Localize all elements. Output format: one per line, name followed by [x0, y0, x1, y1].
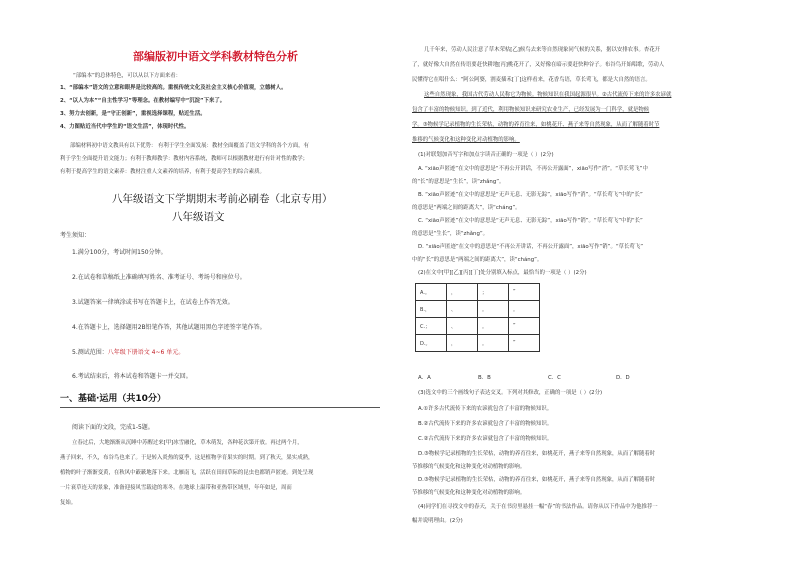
q2-option-c: C．C — [548, 375, 561, 381]
table-cell: B.， — [416, 301, 447, 318]
notice-label: 考生须知： — [60, 232, 91, 239]
notice-5-prefix: 5.测试范围： — [72, 349, 108, 356]
table-cell: ” — [509, 335, 540, 352]
point-1: 1、“部编本”语文的立意和眼界是比较高的。重视传统文化及社会主义核心价值观，立德树人。 — [60, 85, 287, 91]
advantage-line-3: 有利于提高学生的语文素养：教材注重人文素养的培养，有利于提高学生的综合素质。 — [60, 169, 265, 175]
table-row — [416, 301, 540, 318]
table-cell: ； — [478, 284, 509, 301]
table-cell: 、 — [447, 318, 478, 335]
advantage-line-2: 利于学生全面提升语文能力；有利于教师教学：教材内容系统，教师可以根据教材进行有针对性的教学； — [60, 156, 308, 162]
point-2: 2、“以人为本”“自主性学习”等理念。在教材编写中“沉淀”下来了。 — [60, 98, 226, 104]
notice-5 — [72, 349, 184, 356]
exam-title: 八年级语文下学期期末考前必刷卷（北京专用） — [112, 193, 333, 205]
reading-line-3: 植物的叶子渐渐变黄，在秋风中簌簌地落下来。北雁南飞，活跃在田间草际的昆虫也都销声匿迹。到处呈现 — [60, 470, 314, 476]
table-cell: 、 — [447, 301, 478, 318]
table-cell: C.； — [416, 318, 447, 335]
q1-option-b-2: 的意思是“两端之间的距离大”，读“cháng”。 — [412, 205, 521, 211]
intro-text: “部编本”的总体特色，可以从以下方面来看： — [73, 73, 182, 79]
q3-option-b: B.②古代流传下来的许多农谚就包含了丰富的物候知识。 — [418, 421, 553, 427]
section-1-heading: 一、基础·运用（共10分） — [60, 394, 166, 404]
table-cell: 。 — [478, 335, 509, 352]
punctuation-table — [415, 283, 540, 352]
table-row — [416, 318, 540, 335]
q1-option-c-1: C. “xiāo声匿迹”在文中的意思是“无声无息、无影无踪”，xiāo写作“销”。“草长莺飞”中的“长” — [418, 218, 643, 224]
reading-intro: 阅读下面的文段，完成1-5题。 — [72, 424, 154, 431]
q1-option-b-1: B. “xiāo声匿迹”在文中的意思是“无声无息、无影无踪”，xiāo写作“消”。“草长莺飞”中的“长” — [418, 192, 643, 198]
article-title: 部编版初中语文学科教材特色分析 — [133, 50, 298, 63]
right-reading-line-2: 了，就好像大自然在传语要赶快耕地[丙]桃花开了，又好像在暗示要赶快种谷子。布谷鸟开始唱歌，劳动人 — [412, 62, 665, 68]
section-divider — [60, 407, 380, 408]
right-reading-line-6: 学。③物候学记录植物的生长荣枯，动物的养育往来，如桃花开、燕子来等自然现象，从而了解随着时节 — [412, 122, 660, 128]
point-4: 4、力图贴近当代中学生的“语文生活”，体现时代性。 — [60, 124, 190, 130]
question-4-line-1: (4)同学们在寻找文中的春天，关于在书房里悬挂一幅“春”的书法作品。请你从以下作品中为他推荐一 — [418, 504, 658, 510]
table-cell: D.。 — [416, 335, 447, 352]
table-cell: 。 — [478, 318, 509, 335]
q3-option-d-2: 节推移的气候变化和这种变化对动植物的影响。 — [412, 464, 526, 470]
q3-option-c: C.②古代流传下来的许多农谚就包含了丰富的物候知识。 — [418, 436, 553, 442]
advantage-line-1: 部编材料初中语文教具有以下优势： 有利于学生全面发展：教材全面覆盖了语文学科的各个方面，有 — [70, 143, 309, 149]
table-cell: ， — [447, 284, 478, 301]
question-3: (3)选文中的三个画线句子表达交叉。下列对其修改，正确的一项是（ ）(2分) — [418, 390, 603, 396]
q2-option-a: A．A — [418, 375, 431, 381]
right-reading-line-1: 几千年来，劳动人民注意了草木荣枯[乙]候鸟去来等自然现象同气候的关系，据以安排农事。杏花开 — [424, 47, 661, 53]
q1-option-c-2: 的意思是“生长”，读“zhǎng”。 — [412, 231, 489, 237]
reading-line-2: 燕子回来，不久，布谷鸟也来了。于是转入炎热的夏季，这是植物孕育果实的时期。到了秋天，果实成熟， — [60, 455, 314, 461]
q1-option-d-1: D. “xiāo声匿迹”在文中的意思是“不再公开讲话，不再公开露面”，xiāo写作“销”。“草长莺飞” — [418, 244, 643, 250]
notice-1: 1.满分100分，考试时间150分钟。 — [72, 249, 167, 256]
q3-option-a: A.①许多古代流传下来的农谚就包含了丰富的物候知识。 — [418, 406, 553, 412]
right-reading-line-7: 推移的气候变化和这种变化对动植物的影响。 — [412, 137, 520, 143]
exam-subtitle: 八年级语文 — [172, 211, 225, 223]
notice-4: 4.在答题卡上，选择题用2B铅笔作答，其他试题用黑色字迹签字笔作答。 — [72, 324, 266, 331]
q3-option-e-1: D.③物候学记录植物的生长荣枯，动物的养育往来，如桃花开，燕子来等自然现象，从而了解随着时 — [418, 477, 656, 483]
q1-option-a-1: A. “xiāo声匿迹”在文中的意思是“不再公开讲话，不再公开露面”，xiāo写作“消”。“草长莺飞”中 — [418, 166, 648, 172]
right-reading-line-5: 包含了丰富的物候知识。到了近代，利用物候知识来研究农业生产，已经发展为一门科学，就是物候 — [412, 107, 650, 113]
table-cell: 。 — [478, 301, 509, 318]
table-row — [416, 335, 540, 352]
table-cell: ” — [509, 318, 540, 335]
table-cell: 。 — [509, 301, 540, 318]
notice-5-scope: 八年级下册语文 4~6 单元。 — [107, 349, 185, 356]
table-cell: ” — [509, 284, 540, 301]
q1-option-d-2: 中的“长”的意思是“两端之间的距离大”，读“cháng”。 — [412, 257, 543, 263]
table-cell: ， — [447, 335, 478, 352]
q3-option-e-2: 节推移的气候变化和这种变化对动植物的影响。 — [412, 490, 526, 496]
q3-option-d-1: D.③物候学记录植物的生长荣枯，动物的养育往来，如桃花开，燕子来等自然现象，从而了解随着时 — [418, 451, 656, 457]
right-reading-line-3: 民懂得它在唱什么：“阿公阿婆，割麦插禾[丁]这样看来，花香鸟语，草长莺飞，都是大自然的语言。 — [412, 77, 651, 83]
reading-line-4: 一片衰草连天的景象，准备迎接风雪载途的寒冬。在地球上温带和亚热带区域里，年年如是，周而 — [60, 485, 292, 491]
q2-option-b: B．B — [478, 375, 491, 381]
reading-line-1: 立春过后，大地渐渐从沉睡中苏醒过来[甲]冰雪融化，草木萌发，各种花次第开放。再过两个月， — [72, 440, 303, 446]
q2-option-d: D．D — [616, 375, 630, 381]
question-2: (2)在文中[甲][乙][丙][丁]处分别填入标点，最恰当的一项是（ ）(2分) — [418, 270, 587, 276]
notice-3: 3.试题答案一律填涂或书写在答题卡上，在试卷上作答无效。 — [72, 299, 234, 306]
notice-6: 6.考试结束后，将本试卷和答题卡一并交回。 — [72, 373, 192, 380]
question-4-line-2: 幅并说明理由。(2分) — [412, 518, 463, 524]
table-cell: A.。 — [416, 284, 447, 301]
point-3: 3、努力去创新，是“守正创新”，重视选择课程，贴近生活。 — [60, 111, 206, 117]
table-row — [416, 284, 540, 301]
notice-2: 2.在试卷和草稿纸上准确填写姓名、准考证号、考场号和座位号。 — [72, 274, 246, 281]
question-1: (1)对联划加音写字和加点字读音正确的一项是（ ）(2分) — [418, 152, 554, 158]
reading-line-5: 复始。 — [60, 500, 77, 506]
right-reading-line-4: 这些自然现象，我国古代劳动人民称它为物候。物候知识在我国起源很早。②古代流传下来的许多农谚就 — [424, 92, 672, 98]
q1-option-a-2: 的“长”的意思是“生长”，读“zhǎng”。 — [412, 179, 505, 185]
